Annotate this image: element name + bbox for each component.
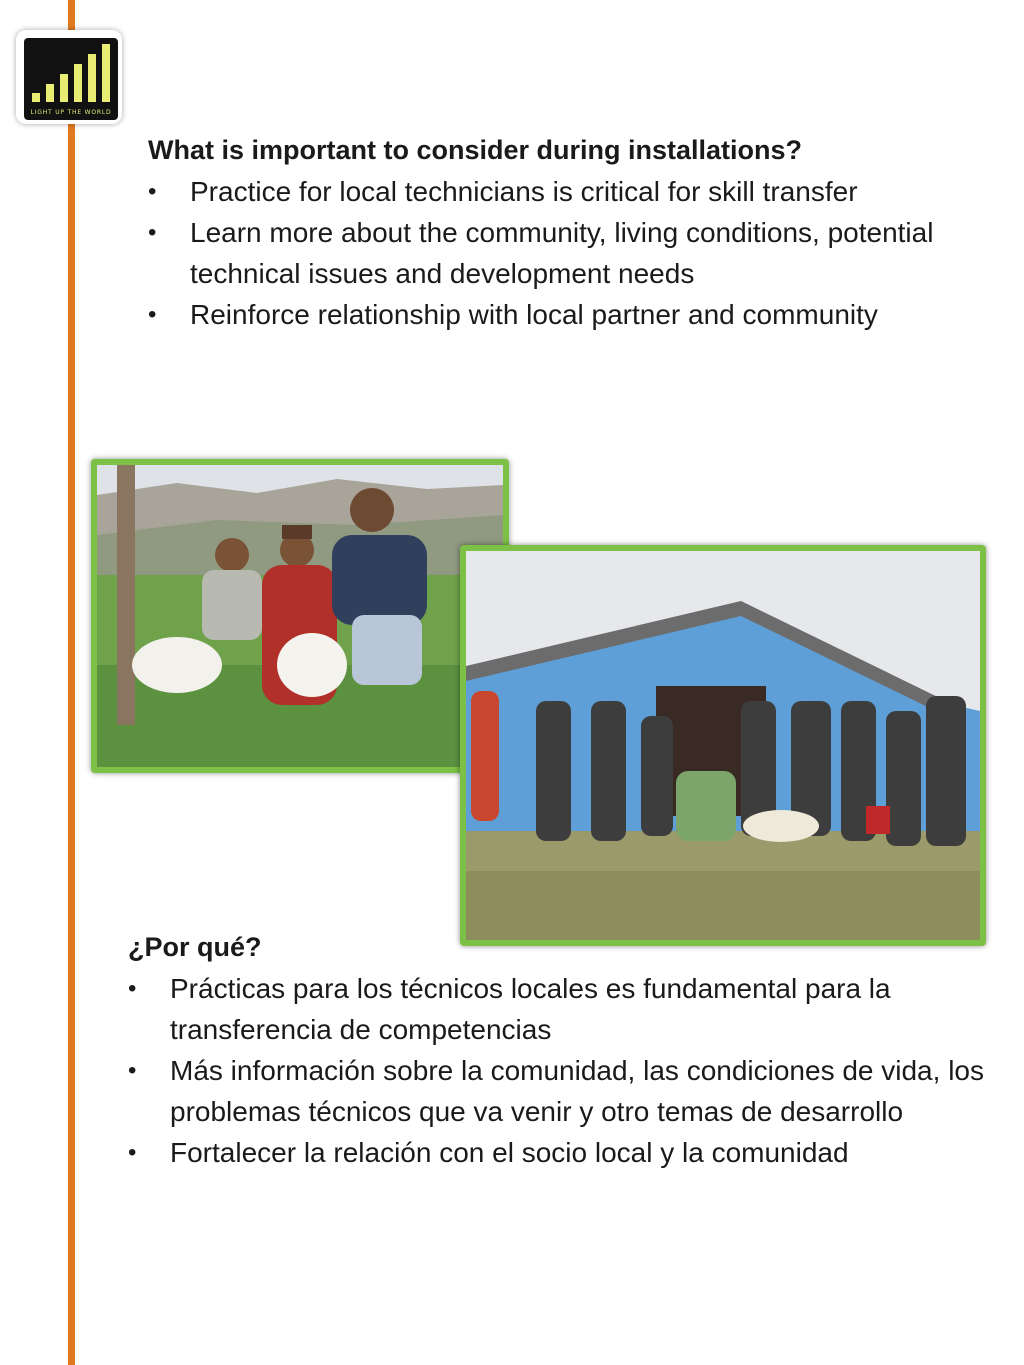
list-item: • Reinforce relationship with local partner and community — [148, 294, 968, 335]
logo-text: LIGHT UP THE WORLD — [30, 109, 112, 116]
list-item: • Más información sobre la comunidad, las condiciones de vida, los problemas técnicos que va venir y otro temas de desarrollo — [128, 1050, 988, 1132]
list-item: • Prácticas para los técnicos locales es fundamental para la transferencia de competencias — [128, 968, 988, 1050]
spanish-bullet-list — [128, 968, 988, 1173]
photo-community-with-lambs — [91, 459, 509, 773]
list-item: • Learn more about the community, living conditions, potential technical issues and development needs — [148, 212, 968, 294]
orange-side-rule — [68, 0, 75, 1365]
logo-bar — [60, 74, 68, 102]
photo-illustration — [97, 465, 503, 767]
list-item: • Fortalecer la relación con el socio local y la comunidad — [128, 1132, 988, 1173]
list-item: • Practice for local technicians is critical for skill transfer — [148, 171, 968, 212]
photo-illustration — [466, 551, 980, 940]
english-heading: What is important to consider during installations? — [148, 135, 803, 165]
logo-bar — [46, 84, 54, 102]
photo-group-at-blue-house — [460, 545, 986, 946]
english-text-block — [148, 130, 968, 335]
logo-bar — [32, 93, 40, 102]
english-bullet-list — [148, 171, 968, 335]
logo — [16, 30, 122, 124]
spanish-heading: ¿Por qué? — [128, 932, 262, 962]
logo-bar — [102, 44, 110, 102]
logo-bar — [88, 54, 96, 102]
logo-emblem — [24, 38, 118, 120]
spanish-text-block — [128, 927, 988, 1173]
logo-bar — [74, 64, 82, 102]
